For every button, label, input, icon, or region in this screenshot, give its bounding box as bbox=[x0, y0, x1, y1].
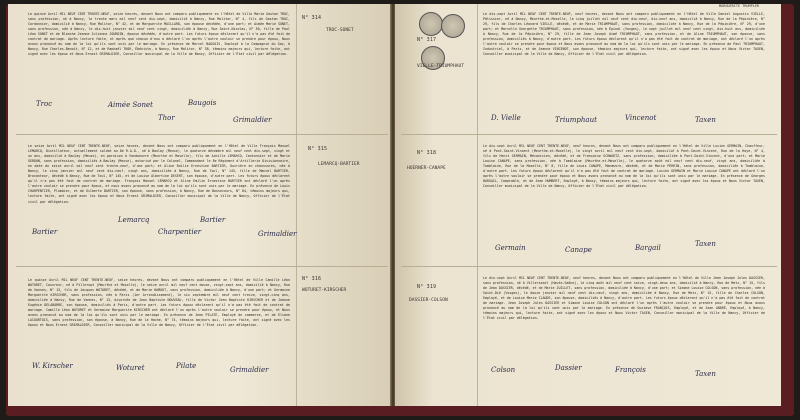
signature: Taxen bbox=[695, 240, 716, 248]
right-page bbox=[395, 4, 781, 406]
signature: Vincenot bbox=[625, 114, 657, 122]
entry-text: Le dix-sept Avril MIL NEUF CENT TRENTE-NEUF, neuf heures, devant Nous ont comparu publiquement en l'Hôtel de Ville Jean Joseph Jules DASSIER, sans profession, né à Villersexel (Haute-Saône), le cinq août mil neuf cent seize, vingt-deux ans, domicilié à Nancy, Rue de Metz, N° 15, fils de Jean DASSIER, décédé, et de Marie JUILLET, sans profession, domiciliée à Nancy, d'une part; et Simone Louise COLSON, sans profession, née à Saint-Dié (Vosges), le douze janvier mil neuf cent dix-neuf, vingt ans, domiciliée à Nancy, Rue de Metz, N° 15, fille de Charles COLSON, Employé, et de Louise Marie CLAUDE, son épouse, domiciliés à Nancy, d'autre part. Les futurs époux déclarent qu'il n'a pas été fait de contrat de mariage. Jean Joseph Jules DASSIER et Simone Louise COLSON ont déclaré l'un après l'autre vouloir se prendre pour époux et Nous avons prononcé au nom de la loi qu'ils sont unis par le mariage. En présence de Gustave FRANÇOIS, Employé, et de Jean ANDRÉ, Employé, à Nancy, témoins majeurs qui, lecture faite, ont signé avec les époux et Nous Victor TAXEN, Conseiller municipal de la Ville de Nancy, Officier de l'État civil par délégation. bbox=[483, 276, 765, 321]
signature: Bartier bbox=[200, 216, 226, 224]
entry-name: VIELLE-TRIUMPHAUT bbox=[417, 64, 465, 69]
signature: Bartier bbox=[32, 228, 58, 236]
entry-separator bbox=[16, 266, 388, 267]
signature: Grimaldier bbox=[230, 366, 269, 374]
official-stamp bbox=[419, 12, 443, 36]
entry-text: Le dix-sept Avril MIL NEUF CENT TRENTE-NEUF, neuf heures, devant Nous ont comparu publiquement en l'Hôtel de Ville Lucien GERMAIN, Chauffeur, né à Pont-Saint-Vincent (Meurthe-et-Moselle), le vingt avril mil neuf cent dix-sept, domicilié à Pont-Saint-Vincent, Rue de la Haye, N° 4, fils de Henri GERMAIN, Mécanicien, décédé, et de Françoise SCHWARTZ, sans profession, domiciliée à Pont-Saint-Vincent, d'une part; et Marie Louise CANAPE, sans profession, née à Tomblaine (Meurthe-et-Moselle), le quatorze août mil neuf cent dix-neuf, vingt ans, domiciliée à Tomblaine, Rue de la Moselle, N° 8, fille de Louis CANAPE, Manœuvre, décédé, et de Marie PERRIN, sans profession, domiciliée à Tomblaine, d'autre part. Les futurs époux déclarent qu'il n'a pas été fait de contrat de mariage. Lucien GERMAIN et Marie Louise CANAPE ont déclaré l'un après l'autre vouloir se prendre pour époux et Nous avons prononcé au nom de la loi qu'ils sont unis par le mariage. En présence de Georges BARGAIL, Comptable, et de Jean HUMBERT, Employé, à Nancy, témoins majeurs qui, lecture faite, ont signé avec les époux et Nous Victor TAXEN, Conseiller municipal de la Ville de Nancy, Officier de l'État civil par délégation. bbox=[483, 144, 765, 189]
signature: Dassier bbox=[555, 364, 582, 372]
signature: Aimée Sonet bbox=[108, 101, 153, 109]
signature: Taxen bbox=[695, 370, 716, 378]
entry-separator bbox=[401, 134, 777, 135]
entry-number: N° 314 bbox=[302, 15, 322, 21]
signature: Bargail bbox=[635, 244, 661, 252]
signature: D. Vielle bbox=[491, 114, 521, 122]
entry-name: DASSIER-COLSON bbox=[409, 298, 448, 303]
margin-line bbox=[477, 4, 478, 406]
signature: Taxen bbox=[695, 116, 716, 124]
entry-text: Le quinze Avril MIL NEUF CENT TRENTE-NEUF, seize heures, devant Nous ont comparu publiquement en l'Hôtel de Ville Camille Léon WOTURET, Couvreur, né à Pillerupt (Meurthe et Moselle), le seize avril mil neuf cent douze, vingt-sept ans, domicilié à Nancy, Rue de Vannes, N° 13, fils de Jacques WOTURET, décédé, et de Marie HAMOUT, sans profession, domiciliée à Nancy, d'une part; et Germaine Marguerite KIRSCHER, sans profession, née à Paris (1er Arrondissement), le six septembre mil neuf cent treize, vingt-cinq ans, domiciliée à Nancy, Rue de Vannes, N° 13, divorcée de Jean Baptiste NOUVEAU, fille de Victor Jean Baptiste KIRSCHER et de Jeanne Eugénie DELABARRE, son épouse, domiciliés à Paris, d'autre part. Les futurs époux déclarent qu'il n'a pas été fait de contrat de mariage. Camille Léon WOTURET et Germaine Marguerite KIRSCHER ont déclaré l'un après l'autre vouloir se prendre pour époux, et Nous avons prononcé au nom de la loi qu'ils sont unis par le mariage. En présence de Jean PILATE, Employé de commerce, et de Eliane LACOURTOIS, sans profession, son épouse, à Nancy, Rue de la Hache, N° 74, témoins majeurs qui, lecture faite, ont signé avec les époux et Nous Ernest GRIMALDIER, Conseiller municipal de la Ville de Nancy, Officier de l'État civil par délégation. bbox=[28, 278, 290, 328]
entry-number: N° 315 bbox=[308, 146, 328, 152]
entry-text: Le quinze Avril MIL NEUF CENT TRENTE-NEUF, seize heures, devant Nous ont comparu publiquement en l'Hôtel de Ville Marie Gaston TROC, sans profession, né à Nancy, le trente mars mil neuf cent dix-sept, domicilié à Nancy, Rue Molitor, N° 4, fils de Gaston TROC, Cordonnier, domicilié à Nancy, Rue Molitor, N° 42, et de Marguerite MAILLARD, son épouse décédée, d'une part; et Aimée Marie SONET, sans profession, née à Nancy, le dix-huit janvier mil neuf cent vingt, domiciliée à Nancy, Rue Saint-Nicolas, N° 50, fille de Paul Léon SONET et de Blanche Jeanne Julienne JOURDIN, épouse décédée, d'autre part. Les futurs époux déclarent qu'il n'a pas été fait de contrat de mariage. Après lecture faite, et après que chacun d'eux a déclaré l'un après l'autre vouloir se prendre pour époux, Nous avons prononcé au nom de la loi qu'ils sont unis par le mariage. En présence de Marcel BAUGOIS, Employé à la Compagnie du Gaz, à Nancy, Rue Charles-Benoît, N° 12, et de Raphaël THOR, Ébéniste, à Nancy, Rue Molitor, N° 38, témoins majeurs qui, lecture faite, ont signé avec les époux et Nous Ernest GRIMALDIER, Conseiller municipal de la Ville de Nancy, Officier de l'État civil par délégation. bbox=[28, 12, 291, 57]
signature: Germain bbox=[495, 244, 526, 252]
signature: Colson bbox=[491, 366, 516, 374]
entry-number: N° 319 bbox=[417, 284, 437, 290]
signature: François bbox=[615, 366, 646, 374]
signature: Baugois bbox=[188, 99, 217, 107]
signature: Grimaldier bbox=[258, 230, 297, 238]
entry-text: Le seize Avril MIL NEUF CENT TRENTE-NEUF, seize heures, devant Nous ont comparu publiquement en l'Hôtel de Ville François Manuel LEMARCQ, Distillateur, actuellement soldat au 8e R.A.D., né à Baulay (Meuse), le quatorze décembre mil neuf cent dix-sept, vingt et un ans, domicilié à Baulay (Meuse), en garnison à Vandoeuvre (Meurthe et Moselle), fils de Achille LEMARCQ, Cantonnier et de Marie GERDON, sans profession, domiciliés à Baulay (Meuse), autorisé par le Colonel, Commandant le 8e Régiment d'Artillerie Divisionnaire, en date du seize avril mil neuf cent trente-neuf, d'une part; et Aline Emilie Ernestine BARTIER, Ouvrière en chaussures, née à Nancy, le cinq janvier mil neuf cent dix-neuf, vingt ans, domiciliée à Nancy, Rue de Toul, N° 145, fille de Mancel BARTIER, Brocanteur, décédé à Nancy, Rue de Toul, N° 145, et de Louise Albertine DESERT, son épouse, d'autre part. Les futurs époux déclarent qu'il n'a pas été fait de contrat de mariage. François Manuel LEMARCQ et Aline Emilie Ernestine BARTIER ont déclaré l'un après l'autre vouloir se prendre pour époux, et nous avons prononcé au nom de la loi qu'ils sont unis par le mariage. En présence de Louis CHARPENTIER, Plombier, et de Gilberte BARTIER, son épouse, sans profession, à Nancy, Rue de Bonsecours, N° 84, témoins majeurs qui, lecture faite, ont signé avec les époux et Nous Ernest GRIMALDIER, Conseiller municipal de la Ville de Nancy, Officier de l'État civil par délégation. bbox=[28, 144, 291, 204]
signature: W. Kirscher bbox=[32, 362, 73, 370]
left-page bbox=[8, 4, 392, 406]
signature: Canape bbox=[565, 246, 592, 254]
entry-name: WOTURET-KIRSCHER bbox=[302, 288, 347, 293]
entry-name: TROC-SONET bbox=[326, 28, 354, 33]
signature: Grimaldier bbox=[233, 116, 272, 124]
entry-text: Le dix-sept Avril MIL NEUF CENT TRENTE-NEUF, neuf heures, devant Nous ont comparu publiquement en l'Hôtel de Ville Daniel Augustin VIELLE, Pâtissier, né à Nancy, Meurthe-et-Moselle, le cinq juillet mil neuf cent dix-neuf, dix-neuf ans, domicilié à Nancy, Rue de la Pépinière, N° 29, fils de Charles Léonard VIELLE, décédé, et de Marie TRIUMPHAUT, sans profession, domiciliée à Nancy, Rue de la Pépinière, N° 29, d'une part; et Marcelle Georgette TRIUMPHAUT, sans profession, née à Épinal (Vosges), le sept juillet mil neuf cent vingt, dix-huit ans, domiciliée à Nancy, Rue de la Pépinière, N° 29, fille de Jean Joseph Aimé TRIUMPHAUT, sans profession, et de Aline TRIUMPHAUT, son épouse, sans profession, domiciliés à Nancy, d'autre part. Les futurs époux déclarent qu'il n'a pas été fait de contrat de mariage, ont déclaré l'un après l'autre vouloir se prendre pour époux et Nous avons prononcé au nom de la loi qu'ils sont unis par le mariage. En présence de Paul TRIUMPHAUT, Industriel, à Paris, et de Jeanne VINCENOT, son épouse, témoins majeurs qui, lecture faite, ont signé avec les époux et Nous Victor TAXEN, Conseiller municipal de la Ville de Nancy, Officier de l'État civil par délégation. bbox=[483, 12, 765, 57]
entry-name: HOERNER-CANAPE bbox=[407, 166, 446, 171]
official-stamp bbox=[441, 14, 465, 38]
entry-separator bbox=[401, 266, 777, 267]
signature: Charpentier bbox=[158, 228, 202, 236]
signature: Lemarcq bbox=[118, 216, 150, 224]
signature: Thor bbox=[158, 114, 175, 122]
entry-name: LEMARCQ-BARTIER bbox=[318, 162, 360, 167]
entry-separator bbox=[16, 134, 388, 135]
entry-number: N° 317 bbox=[417, 37, 437, 43]
entry-number: N° 316 bbox=[302, 276, 322, 282]
signature: Woturet bbox=[116, 364, 145, 372]
margin-line bbox=[296, 4, 297, 406]
entry-number: N° 318 bbox=[417, 150, 437, 156]
signature: Troc bbox=[36, 100, 53, 108]
signature: Pilate bbox=[176, 362, 197, 370]
corner-label: MARGUERITE TRUMPLER bbox=[719, 4, 760, 8]
signature: Triumphaut bbox=[555, 116, 597, 124]
